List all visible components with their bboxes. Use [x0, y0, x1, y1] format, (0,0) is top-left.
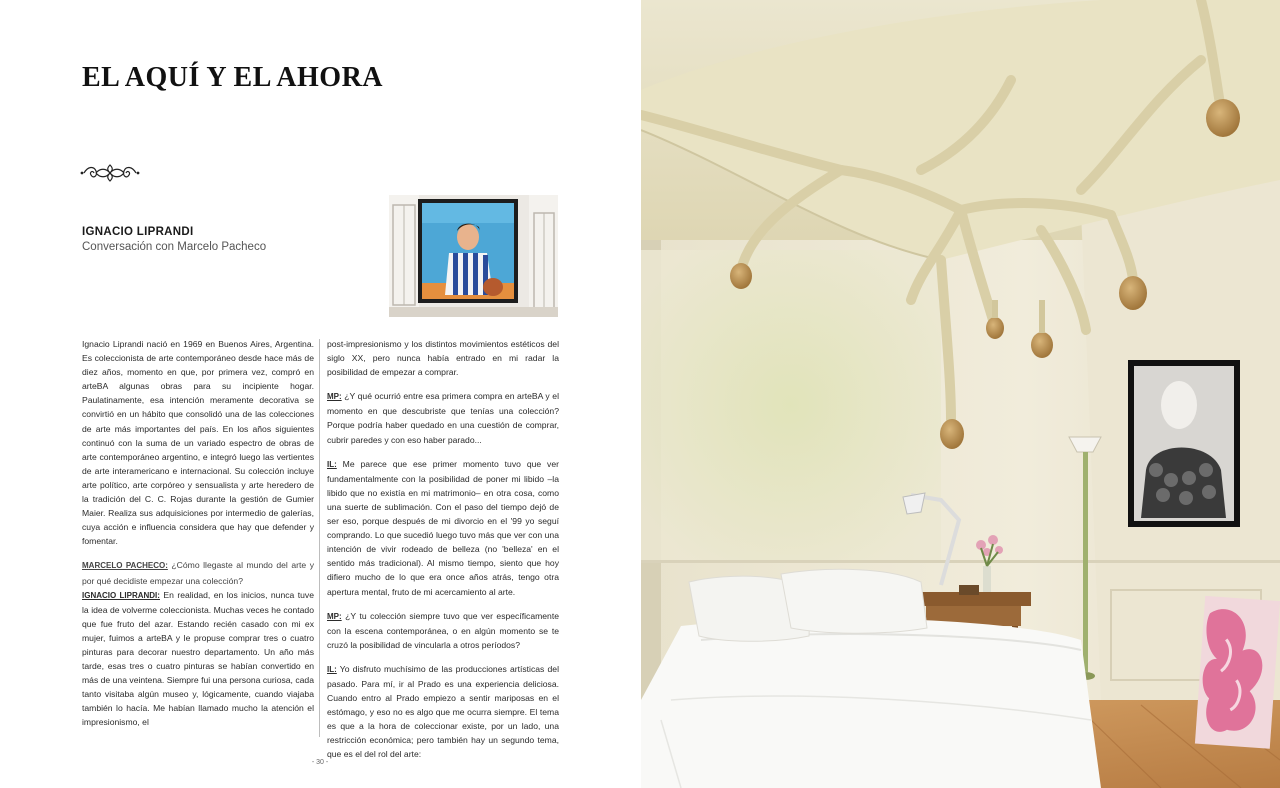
- question-text: ¿Y qué ocurrió entre esa primera compra en arteBA y el momento en que descubriste que tenías una colección? Porque podría haber quedado en una cuestión de comprar, cubrir paredes y con eso haber parado...: [327, 391, 559, 445]
- answer-1: [82, 588, 314, 730]
- question-1: [82, 558, 314, 587]
- photo-illustration: [389, 195, 558, 317]
- answer-3: [327, 662, 559, 762]
- continued-paragraph: post-impresionismo y los distintos movimientos estéticos del siglo XX, pero nunca había entrado en mi radar la posibilidad de empezar a comprar.: [327, 339, 559, 378]
- question-text: ¿Cómo llegaste al mundo del arte y por qué decidiste empezar una colección?: [82, 560, 314, 586]
- answer-text: Yo disfruto muchísimo de las producciones artísticas del pasado. Para mí, ir al Prado es una experiencia deliciosa. Cuando entro al Prado empiezo a sentir mariposas en el estómago, y eso no es algo que me ocurra siempre. El tema es que a la hora de coleccionar existe, por un lado, una restricción económica; pero también hay un segundo tema, que es el del rol del arte:: [327, 663, 559, 760]
- bedroom-illustration: [641, 0, 1280, 788]
- bedroom-photo: [641, 0, 1280, 788]
- speaker-label: MP:: [327, 611, 342, 621]
- answer-text: Me parece que ese primer momento tuvo que ver fundamentalmente con la posibilidad de poner mi libido –la libido que no existía en mi matrimonio– en otra cosa, como una suerte de sublimación. Con el paso del tiempo dejó de ser eso, porque después de mi divorcio en el '99 yo seguí comprando. Lo que sucedió luego tuvo más que ver con una intención de vivir rodeado de belleza (no 'belleza' en el sentido más tradicional). Al mismo tiempo, siento que hoy difiero mucho de lo que era once años atrás, tengo otra apertura mental, fruto de mi acercamiento al arte.: [327, 458, 559, 597]
- author-name: IGNACIO LIPRANDI: [82, 226, 194, 238]
- question-text: ¿Y tu colección siempre tuvo que ver específicamente con la escena contemporánea, o en algún momento se te cruzó la posibilidad de vincularla a otros períodos?: [327, 610, 559, 650]
- author-block: [82, 226, 266, 253]
- speaker-label: IGNACIO LIPRANDI:: [82, 590, 160, 600]
- speaker-label: MARCELO PACHECO:: [82, 561, 168, 571]
- question-2: [327, 389, 559, 446]
- answer-2: [327, 457, 559, 599]
- speaker-label: IL:: [327, 459, 337, 469]
- interview-subtitle: Conversación con Marcelo Pacheco: [82, 241, 267, 253]
- intro-paragraph: Ignacio Liprandi nació en 1969 en Buenos Aires, Argentina. Es coleccionista de arte contemporáneo desde hace más de diez años, momento en que, por primera vez, compró en arteBA algunas obras para su incipiente hogar. Paulatinamente, esa intención meramente decorativa se convirtió en un hábito que consolidó una de las colecciones de arte más importantes del país. En los años siguientes continuó con la suma de un variado espectro de obras de arte contemporáneo argentino, e integró luego las vertientes de arte interamericano e internacional. Su colección incluye arte político, arte corpóreo y sensualista y arte heredero de la tradición del C. C. Rojas durante la gestión de Gumier Maier. Realiza sus adquisiciones por intermedio de galerías, cuya acción e influencia considera que hay que defender y fomentar.: [82, 339, 314, 547]
- speaker-label: MP:: [327, 392, 342, 402]
- text-column-left: [82, 337, 314, 740]
- question-3: [327, 609, 559, 652]
- answer-text: En realidad, en los inicios, nunca tuve la idea de volverme coleccionista. Muchas veces he contado que fue fruto del azar. Estando recién casado con mi ex mujer, fuimos a arteBA y le propuse comprar tres o cuatro pinturas para decorar nuestro departamento. Un año más tarde, esas tres o cuatro pinturas se habían convertido en más de una veintena. Siempre fui una persona curiosa, cada tanto visitaba algún museo y, lógicamente, cuando viajaba también lo hacía. Me habían llamado mucho la atención el impresionismo, el: [82, 589, 314, 728]
- speaker-label: IL:: [327, 664, 337, 674]
- text-column-right: [327, 337, 559, 772]
- ornament-icon: [80, 162, 140, 184]
- page-number: - 30 -: [311, 759, 329, 766]
- article-title: EL AQUÍ Y EL AHORA: [82, 62, 384, 93]
- interior-photo-with-painting: [389, 195, 558, 317]
- column-divider: [319, 339, 320, 737]
